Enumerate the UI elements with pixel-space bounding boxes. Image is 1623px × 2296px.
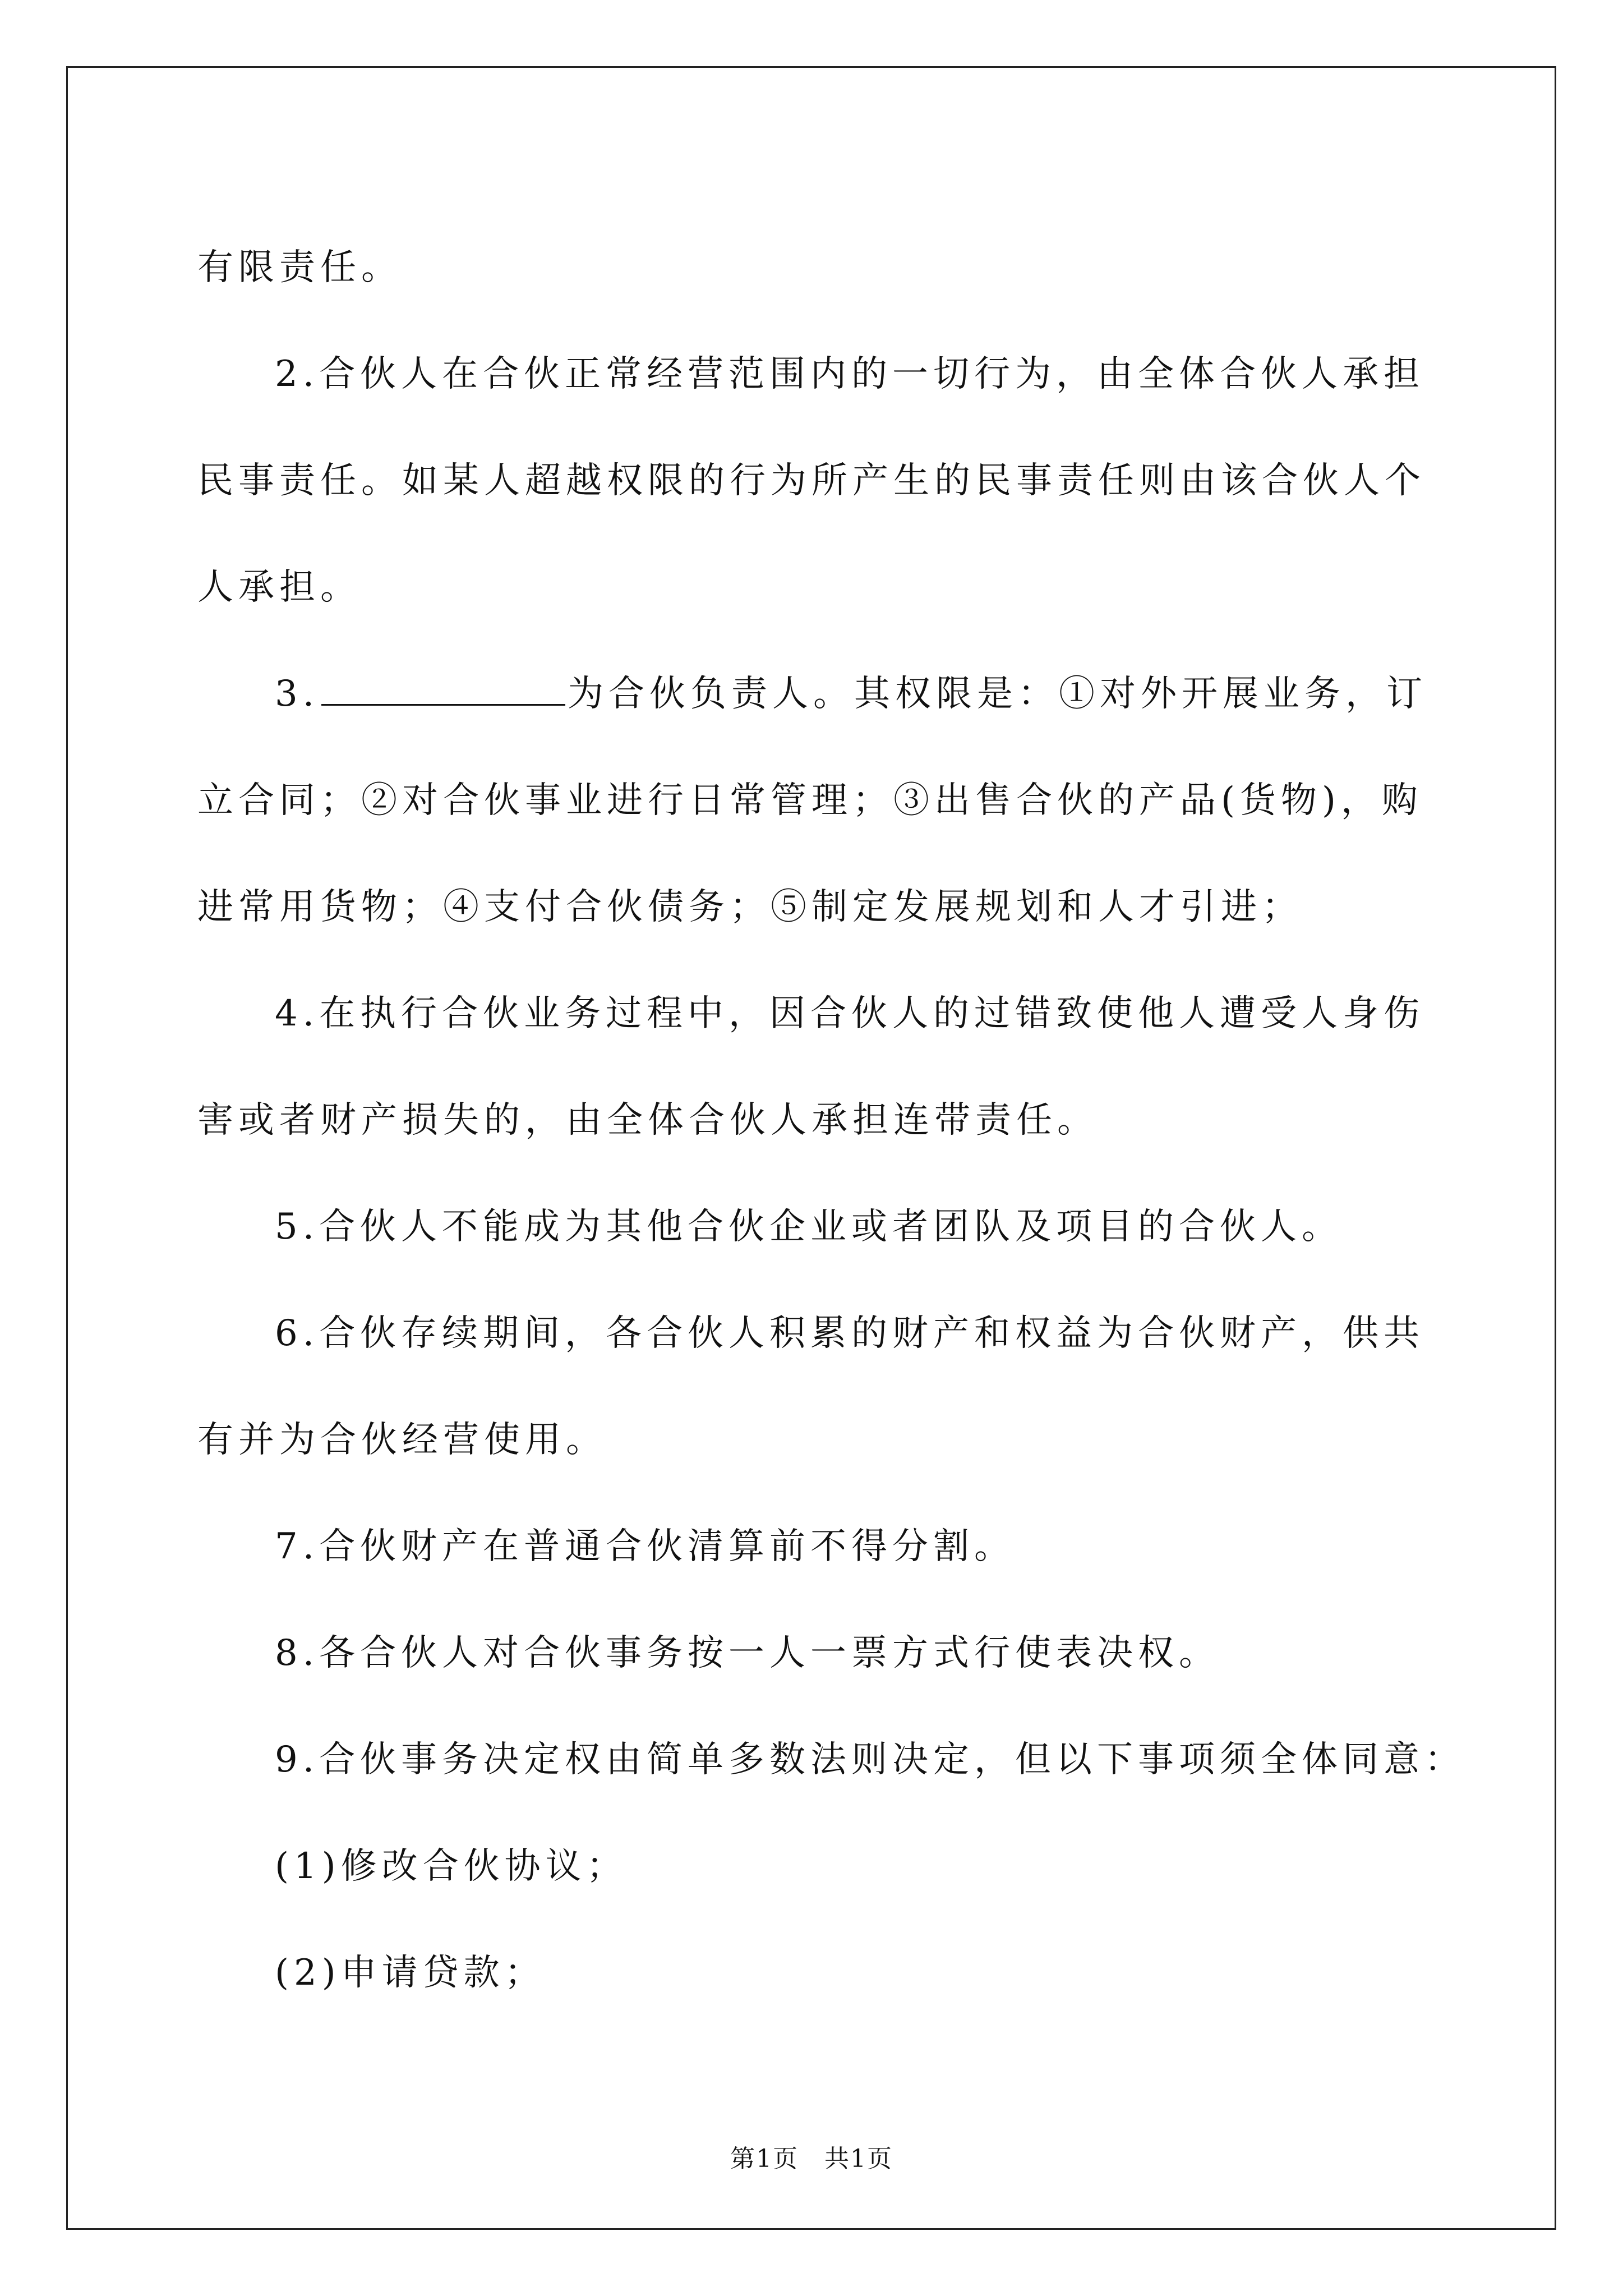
item-number: 3. [275, 673, 320, 715]
paragraph-line: (1)修改合伙协议； [275, 1846, 628, 1887]
paragraph-line: 7.合伙财产在普通合伙清算前不得分割。 [275, 1526, 1016, 1567]
paragraph-line: 8.各合伙人对合伙事务按一人一票方式行使表决权。 [275, 1632, 1220, 1674]
paragraph-line: 2.合伙人在合伙正常经营范围内的一切行为，由全体合伙人承担 [275, 353, 1425, 395]
paragraph-line: (2)申请贷款； [275, 1952, 546, 1994]
page-footer: 第1页 共1页 [730, 2145, 893, 2173]
paragraph-line: 立合同；②对合伙事业进行日常管理；③出售合伙的产品(货物)，购 [197, 780, 1423, 821]
paragraph-line: 6.合伙存续期间，各合伙人积累的财产和权益为合伙财产，供共 [275, 1313, 1425, 1354]
fill-in-blank [321, 675, 565, 706]
paragraph-line: 人承担。 [197, 567, 361, 608]
paragraph-line-with-blank [197, 641, 1431, 747]
document-body [197, 214, 1466, 2026]
paragraph-line: 9.合伙事务决定权由简单多数法则决定，但以下事项须全体同意： [275, 1739, 1466, 1780]
paragraph-line: 有限责任。 [197, 247, 402, 288]
paragraph-line: 民事责任。如某人超越权限的行为所产生的民事责任则由该合伙人个 [197, 460, 1426, 501]
paragraph-line: 进常用货物；④支付合伙债务；⑤制定发展规划和人才引进； [197, 886, 1303, 928]
paragraph-line: 害或者财产损失的，由全体合伙人承担连带责任。 [197, 1099, 1098, 1141]
paragraph-line: 4.在执行合伙业务过程中，因合伙人的过错致使他人遭受人身伤 [275, 993, 1425, 1034]
paragraph-line: 5.合伙人不能成为其他合伙企业或者团队及项目的合伙人。 [275, 1206, 1343, 1248]
paragraph-text: 为合伙负责人。其权限是：①对外开展业务，订 [568, 673, 1428, 715]
paragraph-line: 有并为合伙经营使用。 [197, 1419, 607, 1461]
